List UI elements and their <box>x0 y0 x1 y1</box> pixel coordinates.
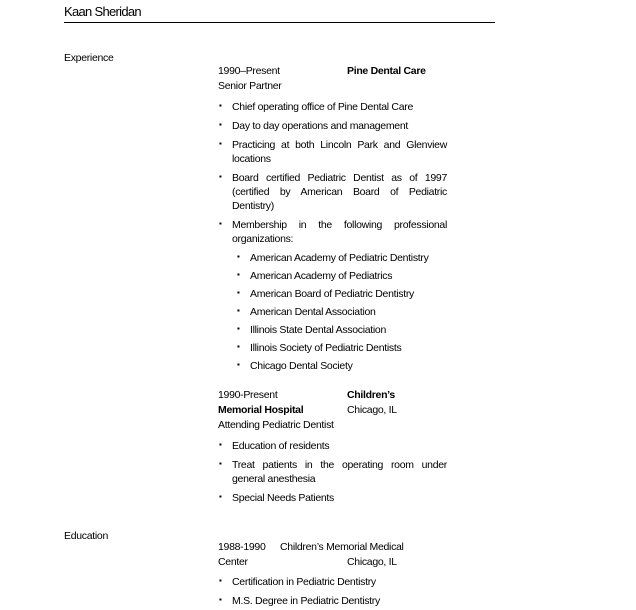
job-title: Senior Partner <box>218 80 282 92</box>
bullet-item: ▪ Education of residents <box>218 439 447 453</box>
membership-item: ▪ American Dental Association <box>236 305 447 319</box>
school-bullet-list <box>218 575 447 608</box>
job-title: Attending Pediatric Dentist <box>218 419 334 431</box>
job-location: Chicago, IL <box>347 404 397 416</box>
membership-item: ▪ American Board of Pediatric Dentistry <box>236 287 447 301</box>
resume-name: Kaan Sheridan <box>64 4 141 19</box>
bullet-item: ▪ M.S. Degree in Pediatric Dentistry <box>218 594 447 608</box>
school-location: Chicago, IL <box>347 556 397 568</box>
bullet-item-memberships <box>218 218 447 373</box>
education-entry-childrens-memorial-medical-center <box>218 540 447 610</box>
job-date: 1990–Present <box>218 65 280 77</box>
experience-entry-childrens-memorial-hospital <box>218 388 447 510</box>
membership-item: ▪ Illinois State Dental Association <box>236 323 447 337</box>
membership-item: ▪ American Academy of Pediatrics <box>236 269 447 283</box>
school-header-row <box>218 540 447 555</box>
bullet-item: ▪ Treat patients in the operating room under general anesthesia <box>218 458 447 486</box>
section-label-experience: Experience <box>64 52 114 64</box>
job-bullet-list <box>218 100 447 373</box>
bullet-text: Membership in the following professional organizations: <box>232 219 447 245</box>
membership-item: ▪ Illinois Society of Pediatric Dentists <box>236 341 447 355</box>
job-header-row <box>218 64 447 79</box>
bullet-item: ▪ Day to day operations and management <box>218 119 447 133</box>
school-name-line1: Children’s Memorial Medical <box>280 541 404 553</box>
job-company-line2: Memorial Hospital <box>218 404 304 416</box>
resume-name-block <box>64 4 495 23</box>
bullet-item: ▪ Chief operating office of Pine Dental Care <box>218 100 447 114</box>
experience-entry-pine-dental-care <box>218 64 447 378</box>
school-header-row2 <box>218 555 447 570</box>
job-company: Pine Dental Care <box>347 65 426 77</box>
school-name-line2: Center <box>218 556 248 568</box>
job-company-line1: Children’s <box>347 389 395 401</box>
section-label-education: Education <box>64 530 109 542</box>
job-header-row <box>218 388 447 403</box>
job-header-row2 <box>218 403 447 418</box>
school-date: 1988-1990 <box>218 541 266 553</box>
job-bullet-list <box>218 439 447 505</box>
membership-item: ▪ Chicago Dental Society <box>236 359 447 373</box>
bullet-item: ▪ Practicing at both Lincoln Park and Glenview locations <box>218 138 447 166</box>
job-date: 1990-Present <box>218 389 278 401</box>
bullet-item: ▪ Certification in Pediatric Dentistry <box>218 575 447 589</box>
bullet-item: ▪ Board certified Pediatric Dentist as of 1997 (certified by American Board of Pediatric Dentistry) <box>218 171 447 213</box>
membership-list <box>236 251 447 373</box>
bullet-item: ▪ Special Needs Patients <box>218 491 447 505</box>
membership-item: ▪ American Academy of Pediatric Dentistry <box>236 251 447 265</box>
